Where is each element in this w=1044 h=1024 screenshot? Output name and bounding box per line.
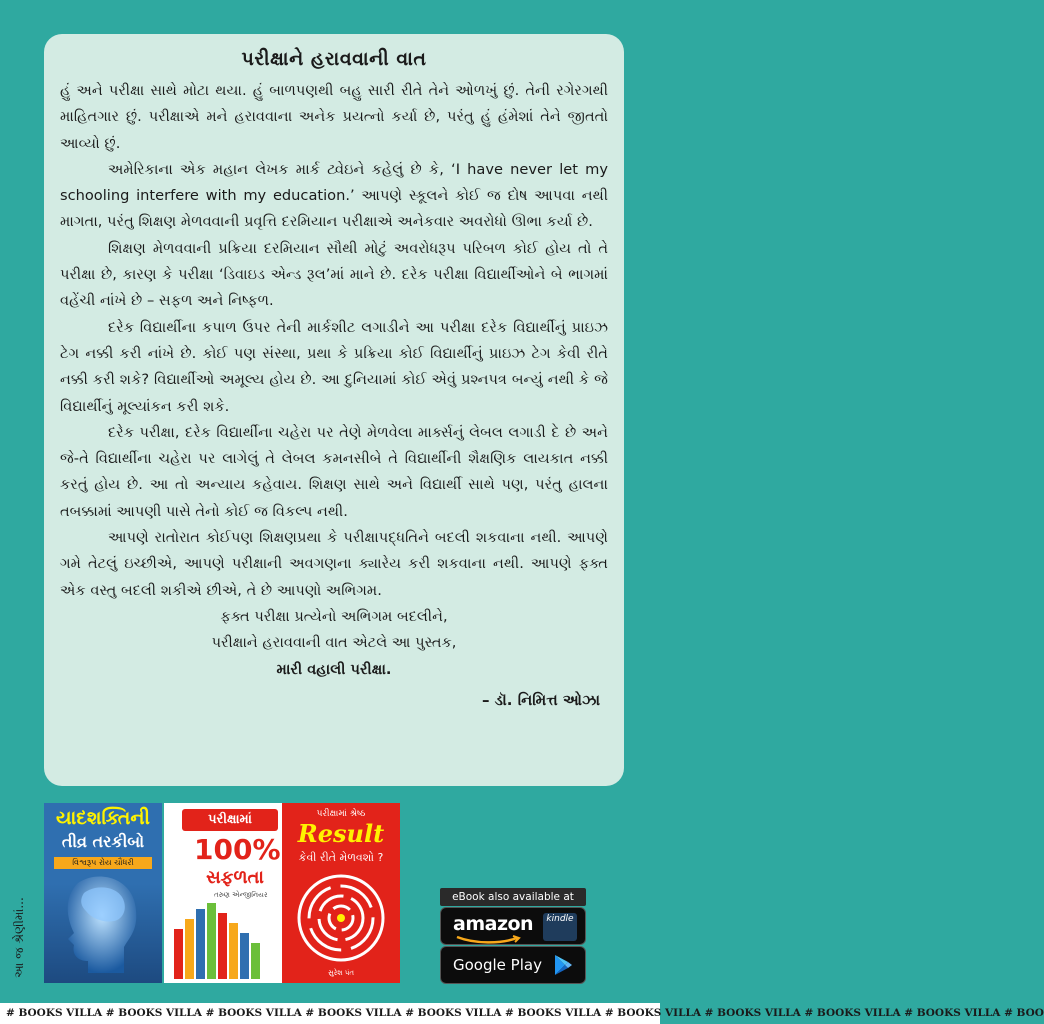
ebook-label: eBook also available at: [440, 888, 586, 906]
book-cover-success[interactable]: [164, 803, 282, 983]
paragraph-1: હું અને પરીક્ષા સાથે મોટા થયા. હું બાળપણથી બહુ સારી રીતે તેને ઓળખું છું. તેની રગેરગથી માહિતગાર છું. પરીક્ષાએ મને હરાવવાના અનેક પ્રયત્નો કર્યા છે, પરંતુ હું હંમેશાં તેને જીતતો આવ્યો છું.: [60, 82, 608, 152]
book2-title-line1: પરીક્ષામાં: [182, 809, 278, 831]
paragraph-3: શિક્ષણ મેળવવાની પ્રક્રિયા દરમિયાન સૌથી મોટું અવરોધરૂપ પરિબળ કોઈ હોય તો તે પરીક્ષા છે, કારણ કે પરીક્ષા ‘ડિવાઇડ એન્ડ રૂલ’માં માને છે. દરેક પરીક્ષા વિદ્યાર્થીઓને બે ભાગમાં વહેંચી નાંખે છે – સફળ અને નિષ્ફળ.: [60, 239, 608, 310]
maze-icon: [296, 873, 386, 963]
author-signature: – ડૉ. નિમિત્ત ઓઝા: [481, 690, 600, 709]
paragraph-5: દરેક પરીક્ષા, દરેક વિદ્યાર્થીના ચહેરા પર તેણે મેળવેલા માર્ક્સનું લેબલ લગાડી દે છે અને જે-તે વિદ્યાર્થીના ચહેરા પર લાગેલું તે લેબલ કમનસીબે તે વિદ્યાર્થીની શૈક્ષણિક લાયકાત નક્કી કરતું હોય છે. આ તો અન્યાય કહેવાય. શિક્ષણ સાથે અને વિદ્યાર્થી સાથે પણ, પરંતુ હાલના તબક્કામાં આપણી પાસે તેનો કોઈ જ વિકલ્પ નથી.: [60, 423, 608, 520]
paragraph-2: અમેરિકાના એક મહાન લેખક માર્ક ટ્વેઇને કહેલું છે કે, ‘I have never let my schooling interfere with my education.’ આપણે સ્કૂલને કોઈ જ દોષ આપવા નથી માગતા, પરંતુ શિક્ષણ મેળવવાની પ્રવૃત્તિ દરમિયાન પરીક્ષાએ અનેકવાર અવરોધો ઊભા કર્યા છે.: [60, 160, 608, 231]
book2-author: તરુણ એન્જીનિયર: [214, 891, 268, 899]
paragraph-4: દરેક વિદ્યાર્થીના કપાળ ઉપર તેની માર્કશીટ લગાડીને આ પરીક્ષા દરેક વિદ્યાર્થીનું પ્રાઇઝ ટેગ નક્કી કરી નાંખે છે. કોઈ પણ સંસ્થા, પ્રથા કે પ્રક્રિયા કોઈ વિદ્યાર્થીનું પ્રાઇઝ ટેગ કેવી રીતે નક્કી કરી શકે? વિદ્યાર્થીઓ અમૂલ્ય હોય છે. આ દુનિયામાં કોઈ એવું પ્રશ્નપત્ર બન્યું નથી કે જે વિદ્યાર્થીનું મૂલ્યાંકન કરી શકે.: [60, 318, 608, 415]
footer-watermark: # BOOKS VILLA # BOOKS VILLA # BOOKS VILLA # BOOKS VILLA # BOOKS VILLA # BOOKS VILLA # BOOKS VILLA # BOOKS VILLA # BOOKS VILLA # BOOKS VILLA # BOO: [0, 1001, 660, 1024]
book-cover-memory[interactable]: [44, 803, 162, 983]
google-play-button[interactable]: [440, 946, 586, 984]
book2-title-line2: સફળતા: [206, 867, 264, 888]
book3-top-text: પરીક્ષામાં શ્રેષ્ઠ: [316, 809, 366, 819]
book1-title-line1: યાદશક્તિની: [56, 807, 150, 829]
book-cover-result[interactable]: [282, 803, 400, 983]
kindle-label: kindle: [546, 914, 574, 924]
book3-title-line2: કેવી રીતે મેળવશો ?: [298, 851, 384, 864]
book1-author: વિશ્વરૂપ રોય ચૌધરી: [54, 857, 152, 869]
book3-author: સુરેશ પંત: [327, 969, 355, 977]
brain-head-icon: [58, 873, 142, 981]
kindle-icon: [543, 913, 577, 941]
page-title: પરીક્ષાને હરાવવાની વાત: [241, 48, 427, 70]
amazon-label: amazon: [453, 913, 534, 935]
google-play-icon: [551, 953, 575, 977]
closing-line-2: પરીક્ષાને હરાવવાની વાત એટલે આ પુસ્તક,: [211, 634, 457, 652]
amazon-smile-icon: [455, 936, 525, 944]
book-name-line: મારી વહાલી પરીક્ષા.: [276, 660, 392, 678]
amazon-kindle-button[interactable]: [440, 907, 586, 945]
text-card: [44, 34, 624, 786]
book2-title-big: 100%: [194, 833, 281, 866]
paragraph-6: આપણે રાતોરાત કોઈપણ શિક્ષણપ્રથા કે પરીક્ષાપદ્ધતિને બદલી શકવાના નથી. આપણે ગમે તેટલું ઇચ્છીએ, આપણે પરીક્ષાની અવગણના ક્યારેય કરી શકવાના નથી. આપણે ફક્ત એક વસ્તુ બદલી શકીએ છીએ, તે છે આપણો અભિગમ.: [60, 529, 608, 599]
pencils-icon: [170, 889, 276, 979]
series-label: આ જ શ્રેણીમાં...: [12, 897, 26, 978]
google-play-label: Google Play: [453, 956, 542, 974]
book1-title-line2: તીવ્ર તરકીબો: [61, 832, 145, 851]
closing-line-1: ફક્ત પરીક્ષા પ્રત્યેનો અભિગમ બદલીને,: [220, 607, 448, 625]
book3-title-big: Result: [297, 819, 385, 848]
